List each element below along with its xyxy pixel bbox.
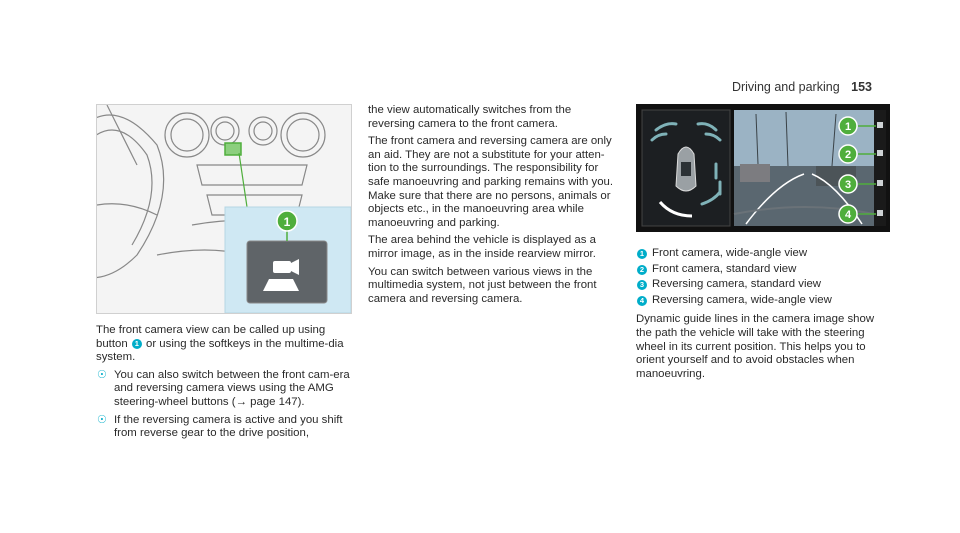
dashboard-line-drawing	[97, 105, 351, 313]
paragraph: You can switch between various views in the multimedia system, not just between the front camera and reversing camera.	[368, 265, 597, 305]
paragraph: The area behind the vehicle is displayed as a mirror image, as in the inside rearview mirror.	[368, 234, 596, 260]
camera-display-drawing	[636, 104, 890, 232]
note-item	[96, 414, 356, 441]
paragraph: the view automatically switches from the reversing camera to the front camera.	[368, 104, 572, 130]
note-item	[96, 369, 356, 410]
dashboard-illustration	[96, 104, 352, 314]
legend-text: Front camera, wide-angle view	[652, 247, 808, 259]
callout-badge: 2	[637, 265, 647, 275]
section-title: Driving and parking	[731, 80, 840, 94]
legend-item	[636, 294, 892, 308]
text-span: or using the softkeys in the multime-dia system.	[96, 337, 344, 364]
figure2-callout-2: 2	[844, 149, 852, 161]
camera-display-illustration	[636, 104, 890, 232]
text-column-3	[636, 247, 892, 385]
callout-badge: 4	[637, 296, 647, 306]
legend-item	[636, 278, 892, 292]
paragraph: The front camera and reversing camera are only an aid. They are not a substitute for your atten-tion to the surroundings. The responsibility for safe manoeuvring and parking remains with you. Make sure that there are no persons, animals or objects etc., in the manoeuvring area while manoeuvring and parking.	[368, 135, 614, 229]
legend-text: Reversing camera, wide-angle view	[652, 293, 832, 306]
note-text: You can also switch between the front cam-era and reversing camera views using the AMG steering-wheel buttons (→ page 147).	[114, 368, 350, 408]
page-header	[732, 80, 872, 94]
figure2-callout-1: 1	[844, 121, 852, 133]
figure2-callout-4: 4	[844, 209, 852, 221]
note-text: If the reversing camera is active and you shift from reverse gear to the drive position,	[114, 413, 343, 440]
callout-badge: 1	[637, 249, 647, 259]
page-number: 153	[851, 80, 872, 94]
intro-paragraph	[96, 324, 356, 365]
figure2-callout-3: 3	[844, 179, 852, 191]
text-column-1	[96, 324, 356, 445]
callout-badge: 1	[132, 339, 142, 349]
info-icon: ☉	[97, 368, 107, 381]
text-column-2	[368, 104, 620, 310]
figure1-callout-1: 1	[283, 215, 291, 229]
legend-text: Front camera, standard view	[652, 262, 797, 275]
info-icon: ☉	[97, 413, 107, 426]
callout-badge: 3	[637, 280, 647, 290]
legend-text: Reversing camera, standard view	[652, 278, 822, 291]
legend-item	[636, 247, 892, 261]
paragraph: Dynamic guide lines in the camera image show the path the vehicle will take with the steering wheel in its current position. This helps you to orient yourself and to avoid obstacles when manoeuvring.	[636, 313, 875, 380]
legend-item	[636, 263, 892, 277]
text-span: The front camera view can be called up using button	[96, 324, 326, 350]
